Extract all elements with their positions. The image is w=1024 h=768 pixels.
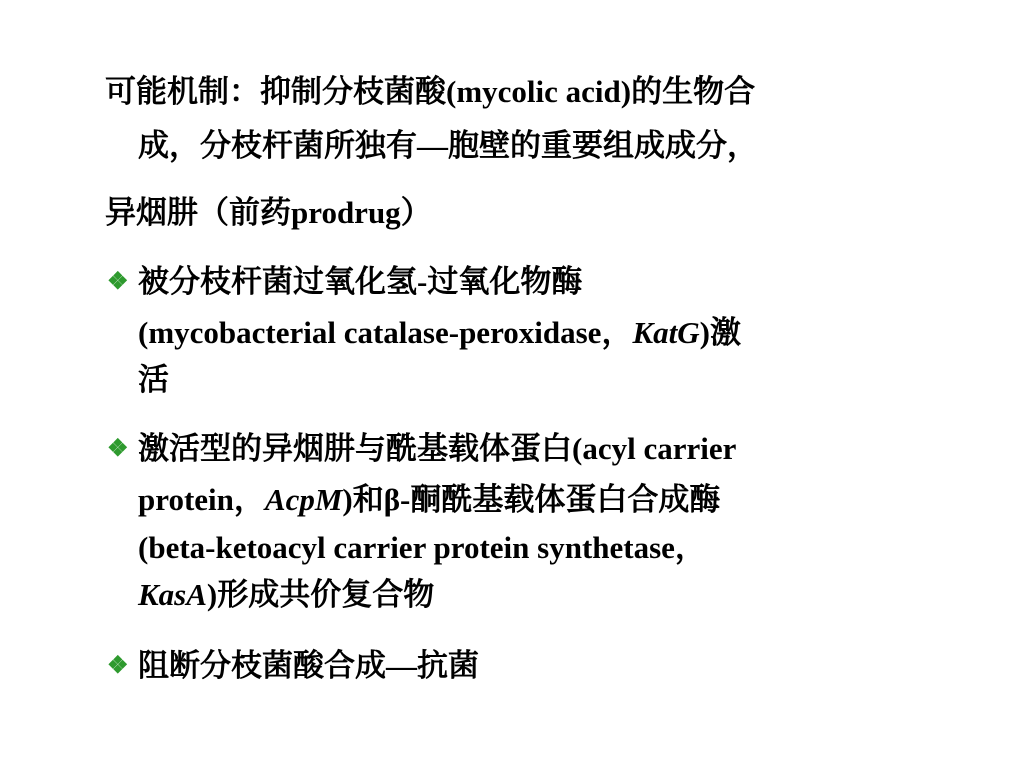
- acpm-term: AcpM: [264, 482, 343, 517]
- bullet1-line-2-suffix: )激: [699, 315, 741, 350]
- bullet2-line-2: [138, 480, 720, 520]
- kasa-term: KasA: [138, 577, 207, 612]
- bullet2-line-2-suffix: )和β-酮酰基载体蛋白合成酶: [342, 482, 721, 517]
- bullet2-line-3: (beta-ketoacyl carrier protein synthetase，: [138, 530, 706, 565]
- isoniazid-line: 异烟肼（前药prodrug）: [105, 195, 432, 230]
- bullet-diamond-icon: ❖: [107, 653, 129, 679]
- bullet1-line-3: 活: [138, 362, 169, 397]
- bullet-diamond-icon: ❖: [107, 436, 129, 462]
- bullet-diamond-icon: ❖: [107, 269, 129, 295]
- bullet1-line-2: [138, 313, 741, 353]
- mechanism-line-1: 可能机制：抑制分枝菌酸(mycolic acid)的生物合: [105, 74, 756, 109]
- bullet1-line-2-text: (mycobacterial catalase-peroxidase，: [138, 315, 633, 350]
- bullet2-line-1: 激活型的异烟肼与酰基载体蛋白(acyl carrier: [138, 431, 737, 466]
- bullet2-line-4: [138, 575, 434, 615]
- bullet2-line-4-suffix: )形成共价复合物: [206, 577, 435, 612]
- katg-term: KatG: [632, 315, 700, 350]
- bullet3-line-1: 阻断分枝菌酸合成—抗菌: [138, 648, 479, 683]
- bullet2-line-2-text: protein，: [138, 482, 265, 517]
- bullet1-line-1: 被分枝杆菌过氧化氢-过氧化物酶: [138, 264, 583, 299]
- mechanism-line-2: 成，分枝杆菌所独有—胞壁的重要组成成分，: [138, 128, 758, 163]
